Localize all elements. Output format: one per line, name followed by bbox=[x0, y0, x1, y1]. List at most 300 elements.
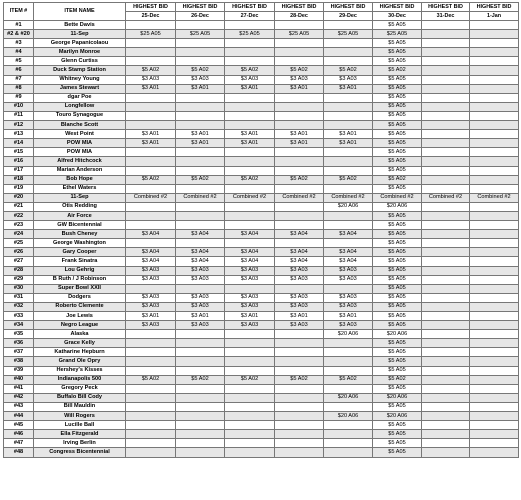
bid-cell bbox=[324, 430, 373, 439]
bid-cell: $3 A04 bbox=[324, 248, 373, 257]
item-name: Dodgers bbox=[34, 293, 126, 302]
bid-cell: $5 A02 bbox=[324, 375, 373, 384]
table-row bbox=[4, 221, 519, 230]
bid-cell: $5 A05 bbox=[373, 75, 422, 84]
bid-cell bbox=[422, 39, 470, 48]
bid-cell bbox=[470, 202, 519, 211]
bid-cell bbox=[176, 211, 225, 220]
bid-cell bbox=[225, 393, 275, 402]
bid-cell bbox=[422, 321, 470, 330]
bid-cell bbox=[176, 239, 225, 248]
table-row bbox=[4, 421, 519, 430]
bid-cell bbox=[126, 330, 176, 339]
table-row bbox=[4, 93, 519, 102]
bid-cell bbox=[126, 111, 176, 120]
bid-cell bbox=[422, 430, 470, 439]
bid-cell bbox=[470, 66, 519, 75]
bid-cell: Combined #2 bbox=[225, 193, 275, 202]
bid-cell: $5 A02 bbox=[176, 66, 225, 75]
bid-cell bbox=[470, 257, 519, 266]
header-date: 26-Dec bbox=[176, 12, 225, 21]
bid-cell: $3 A03 bbox=[324, 266, 373, 275]
bid-cell bbox=[176, 348, 225, 357]
item-name: Duck Stamp Station bbox=[34, 66, 126, 75]
bid-cell bbox=[225, 421, 275, 430]
bid-cell bbox=[126, 421, 176, 430]
bid-cell bbox=[275, 330, 324, 339]
bid-cell bbox=[422, 148, 470, 157]
bid-cell: $3 A01 bbox=[176, 312, 225, 321]
bid-cell bbox=[470, 230, 519, 239]
bid-cell: $5 A02 bbox=[225, 66, 275, 75]
bid-cell: $5 A05 bbox=[373, 84, 422, 93]
bid-cell: $5 A05 bbox=[373, 257, 422, 266]
table-row bbox=[4, 166, 519, 175]
bid-cell: $3 A01 bbox=[324, 139, 373, 148]
bid-cell bbox=[422, 275, 470, 284]
bid-cell bbox=[324, 157, 373, 166]
item-number: #45 bbox=[4, 421, 34, 430]
item-number: #19 bbox=[4, 184, 34, 193]
bid-cell: $25 A05 bbox=[126, 30, 176, 39]
bid-cell: $5 A05 bbox=[373, 39, 422, 48]
table-row bbox=[4, 148, 519, 157]
bid-cell bbox=[275, 239, 324, 248]
bid-cell bbox=[422, 248, 470, 257]
item-name: Gary Cooper bbox=[34, 248, 126, 257]
item-name: Bush Cheney bbox=[34, 230, 126, 239]
bid-cell bbox=[470, 375, 519, 384]
table-row bbox=[4, 57, 519, 66]
item-name: GW Bicentennial bbox=[34, 221, 126, 230]
bid-cell: $5 A05 bbox=[373, 111, 422, 120]
table-row bbox=[4, 321, 519, 330]
bid-cell bbox=[470, 439, 519, 448]
bid-cell bbox=[422, 312, 470, 321]
item-number: #47 bbox=[4, 439, 34, 448]
bid-cell: $5 A02 bbox=[373, 66, 422, 75]
bid-cell bbox=[275, 21, 324, 30]
bid-cell bbox=[324, 357, 373, 366]
bid-cell: $3 A03 bbox=[225, 266, 275, 275]
bid-cell bbox=[422, 393, 470, 402]
item-name: Glenn Curtiss bbox=[34, 57, 126, 66]
bid-cell: $3 A03 bbox=[324, 75, 373, 84]
bid-cell bbox=[470, 266, 519, 275]
bid-cell: $5 A05 bbox=[373, 102, 422, 111]
bid-cell: $3 A04 bbox=[126, 230, 176, 239]
bid-cell: Combined #2 bbox=[324, 193, 373, 202]
item-number: #33 bbox=[4, 312, 34, 321]
bid-cell bbox=[225, 284, 275, 293]
item-number: #30 bbox=[4, 284, 34, 293]
bid-cell: $20 A06 bbox=[324, 330, 373, 339]
bid-cell bbox=[470, 348, 519, 357]
item-number: #6 bbox=[4, 66, 34, 75]
item-number: #8 bbox=[4, 84, 34, 93]
item-name: Frank Sinatra bbox=[34, 257, 126, 266]
bid-cell: $3 A03 bbox=[126, 321, 176, 330]
bid-cell bbox=[275, 402, 324, 411]
item-name: Super Bowl XXII bbox=[34, 284, 126, 293]
bid-cell: $5 A02 bbox=[275, 66, 324, 75]
bid-cell bbox=[225, 157, 275, 166]
bid-cell bbox=[324, 21, 373, 30]
bid-cell bbox=[176, 412, 225, 421]
bid-cell: $25 A05 bbox=[373, 30, 422, 39]
table-row bbox=[4, 248, 519, 257]
bid-cell: $3 A03 bbox=[176, 275, 225, 284]
bid-cell bbox=[176, 357, 225, 366]
bid-cell bbox=[470, 430, 519, 439]
bid-cell bbox=[422, 366, 470, 375]
bid-cell bbox=[324, 284, 373, 293]
item-number: #43 bbox=[4, 402, 34, 411]
bid-cell: $5 A05 bbox=[373, 302, 422, 311]
bid-cell: $5 A05 bbox=[373, 93, 422, 102]
bid-cell bbox=[176, 448, 225, 457]
bid-cell bbox=[126, 284, 176, 293]
bid-cell bbox=[126, 393, 176, 402]
item-number: #4 bbox=[4, 48, 34, 57]
bid-cell: $5 A05 bbox=[373, 130, 422, 139]
bid-cell bbox=[422, 302, 470, 311]
table-row bbox=[4, 257, 519, 266]
table-row bbox=[4, 21, 519, 30]
bid-cell bbox=[470, 84, 519, 93]
bid-cell: $3 A04 bbox=[225, 257, 275, 266]
bid-cell: $20 A06 bbox=[324, 202, 373, 211]
table-row bbox=[4, 157, 519, 166]
item-name: Hershey's Kisses bbox=[34, 366, 126, 375]
bid-cell bbox=[275, 202, 324, 211]
bid-cell bbox=[324, 348, 373, 357]
bid-cell: $5 A05 bbox=[373, 248, 422, 257]
bid-cell bbox=[422, 239, 470, 248]
bid-cell bbox=[176, 221, 225, 230]
bid-cell bbox=[422, 175, 470, 184]
table-row bbox=[4, 48, 519, 57]
bid-cell bbox=[126, 157, 176, 166]
bid-cell: $5 A02 bbox=[324, 175, 373, 184]
bid-cell bbox=[422, 357, 470, 366]
bid-cell bbox=[176, 48, 225, 57]
bid-cell bbox=[225, 184, 275, 193]
bid-cell bbox=[126, 211, 176, 220]
bid-cell bbox=[470, 184, 519, 193]
item-name: POW MIA bbox=[34, 148, 126, 157]
bid-cell bbox=[422, 221, 470, 230]
table-row bbox=[4, 111, 519, 120]
table-row bbox=[4, 211, 519, 220]
item-number: #18 bbox=[4, 175, 34, 184]
bid-cell: $5 A05 bbox=[373, 402, 422, 411]
bid-cell bbox=[422, 166, 470, 175]
bid-cell bbox=[324, 211, 373, 220]
table-row bbox=[4, 30, 519, 39]
bid-cell: $3 A03 bbox=[275, 275, 324, 284]
bid-cell bbox=[126, 202, 176, 211]
bid-cell bbox=[126, 39, 176, 48]
header-highest-bid: HIGHEST BID bbox=[324, 3, 373, 12]
bid-cell bbox=[225, 448, 275, 457]
bid-cell: $3 A03 bbox=[275, 75, 324, 84]
bid-cell bbox=[470, 293, 519, 302]
bid-cell bbox=[275, 221, 324, 230]
header-highest-bid: HIGHEST BID bbox=[373, 3, 422, 12]
bid-cell bbox=[176, 339, 225, 348]
bid-cell bbox=[275, 166, 324, 175]
item-number: #22 bbox=[4, 211, 34, 220]
bid-cell bbox=[422, 402, 470, 411]
bid-cell bbox=[422, 139, 470, 148]
bid-cell bbox=[422, 339, 470, 348]
bid-cell bbox=[324, 421, 373, 430]
item-name: Alfred Hitchcock bbox=[34, 157, 126, 166]
bid-cell bbox=[126, 339, 176, 348]
bid-cell bbox=[422, 184, 470, 193]
bid-cell bbox=[422, 57, 470, 66]
bid-cell: $3 A03 bbox=[126, 275, 176, 284]
item-number: #21 bbox=[4, 202, 34, 211]
bid-cell: $5 A05 bbox=[373, 439, 422, 448]
bid-cell bbox=[422, 84, 470, 93]
bid-cell bbox=[275, 284, 324, 293]
bid-cell bbox=[422, 293, 470, 302]
bid-cell bbox=[422, 157, 470, 166]
bid-cell: $3 A04 bbox=[324, 230, 373, 239]
bid-cell: $3 A03 bbox=[275, 302, 324, 311]
item-name: James Stewart bbox=[34, 84, 126, 93]
bid-cell bbox=[470, 57, 519, 66]
bid-cell: $5 A02 bbox=[324, 66, 373, 75]
header-date: 25-Dec bbox=[126, 12, 176, 21]
bid-cell bbox=[422, 66, 470, 75]
bid-cell bbox=[422, 21, 470, 30]
bid-cell bbox=[470, 157, 519, 166]
header-date: 1-Jan bbox=[470, 12, 519, 21]
table-row bbox=[4, 393, 519, 402]
bid-cell: $5 A05 bbox=[373, 421, 422, 430]
table-row bbox=[4, 412, 519, 421]
bid-cell bbox=[126, 412, 176, 421]
bid-cell bbox=[126, 93, 176, 102]
table-row bbox=[4, 312, 519, 321]
item-name: Joe Lewis bbox=[34, 312, 126, 321]
bid-cell bbox=[176, 121, 225, 130]
bid-cell bbox=[470, 39, 519, 48]
bid-cell bbox=[324, 366, 373, 375]
bid-cell: $25 A05 bbox=[176, 30, 225, 39]
bid-cell: $5 A05 bbox=[373, 366, 422, 375]
bid-cell bbox=[470, 402, 519, 411]
bid-cell bbox=[176, 393, 225, 402]
bid-cell bbox=[225, 339, 275, 348]
bid-cell: $5 A05 bbox=[373, 157, 422, 166]
bid-cell bbox=[275, 421, 324, 430]
header-date: 28-Dec bbox=[275, 12, 324, 21]
header-highest-bid: HIGHEST BID bbox=[176, 3, 225, 12]
bid-cell: $3 A01 bbox=[176, 84, 225, 93]
bid-cell: $3 A04 bbox=[126, 248, 176, 257]
bid-cell bbox=[275, 384, 324, 393]
item-number: #14 bbox=[4, 139, 34, 148]
bid-cell bbox=[324, 57, 373, 66]
bid-cell: $25 A05 bbox=[324, 30, 373, 39]
bid-cell: $3 A03 bbox=[324, 321, 373, 330]
bid-cell: $3 A01 bbox=[176, 130, 225, 139]
bid-cell bbox=[422, 439, 470, 448]
table-row bbox=[4, 202, 519, 211]
bid-cell bbox=[324, 121, 373, 130]
table-row bbox=[4, 284, 519, 293]
bid-cell bbox=[324, 239, 373, 248]
bid-cell bbox=[422, 421, 470, 430]
bid-cell bbox=[470, 139, 519, 148]
bid-cell: $3 A03 bbox=[225, 321, 275, 330]
bid-cell: $3 A01 bbox=[324, 130, 373, 139]
item-number: #40 bbox=[4, 375, 34, 384]
bid-cell bbox=[275, 439, 324, 448]
bid-cell bbox=[176, 366, 225, 375]
bid-cell: $3 A01 bbox=[324, 84, 373, 93]
bid-cell bbox=[126, 148, 176, 157]
bid-cell bbox=[225, 121, 275, 130]
bid-cell: $5 A05 bbox=[373, 139, 422, 148]
table-row bbox=[4, 230, 519, 239]
bid-cell: $20 A06 bbox=[373, 393, 422, 402]
bid-cell: $5 A05 bbox=[373, 339, 422, 348]
bid-cell: $5 A02 bbox=[225, 175, 275, 184]
bid-cell bbox=[470, 384, 519, 393]
bid-cell bbox=[225, 412, 275, 421]
bid-cell bbox=[126, 402, 176, 411]
item-name: Buffalo Bill Cody bbox=[34, 393, 126, 402]
bid-cell bbox=[126, 430, 176, 439]
item-number: #5 bbox=[4, 57, 34, 66]
header-row-bid bbox=[4, 3, 519, 12]
bid-cell: $5 A05 bbox=[373, 166, 422, 175]
bid-cell: $5 A05 bbox=[373, 48, 422, 57]
bid-cell bbox=[275, 102, 324, 111]
bid-cell: $20 A06 bbox=[324, 412, 373, 421]
bid-cell bbox=[176, 157, 225, 166]
item-number: #48 bbox=[4, 448, 34, 457]
bid-cell bbox=[275, 339, 324, 348]
item-name: 11-Sep bbox=[34, 193, 126, 202]
table-row bbox=[4, 293, 519, 302]
bid-cell bbox=[470, 412, 519, 421]
bid-cell: Combined #2 bbox=[275, 193, 324, 202]
item-name: Negro League bbox=[34, 321, 126, 330]
bid-cell bbox=[126, 439, 176, 448]
item-number: #36 bbox=[4, 339, 34, 348]
item-name: George Washington bbox=[34, 239, 126, 248]
bid-cell bbox=[470, 148, 519, 157]
item-number: #13 bbox=[4, 130, 34, 139]
bid-cell: $5 A05 bbox=[373, 221, 422, 230]
item-name: Marilyn Monroe bbox=[34, 48, 126, 57]
bid-cell bbox=[176, 39, 225, 48]
bid-cell bbox=[275, 366, 324, 375]
table-row bbox=[4, 348, 519, 357]
item-number: #35 bbox=[4, 330, 34, 339]
bid-cell bbox=[422, 266, 470, 275]
item-number: #27 bbox=[4, 257, 34, 266]
bid-cell bbox=[422, 348, 470, 357]
bid-cell bbox=[422, 375, 470, 384]
bid-cell bbox=[422, 230, 470, 239]
bid-cell: $3 A01 bbox=[225, 139, 275, 148]
bid-cell bbox=[275, 93, 324, 102]
bid-cell: $3 A04 bbox=[275, 230, 324, 239]
bid-cell: $20 A06 bbox=[373, 202, 422, 211]
bid-cell bbox=[422, 384, 470, 393]
bid-cell bbox=[422, 284, 470, 293]
header-date: 27-Dec bbox=[225, 12, 275, 21]
bid-cell bbox=[275, 412, 324, 421]
header-date: 29-Dec bbox=[324, 12, 373, 21]
bid-cell bbox=[176, 421, 225, 430]
bid-cell: $3 A01 bbox=[275, 139, 324, 148]
item-number: #31 bbox=[4, 293, 34, 302]
table-row bbox=[4, 121, 519, 130]
bid-cell: $3 A03 bbox=[225, 75, 275, 84]
item-number: #23 bbox=[4, 221, 34, 230]
bid-cell bbox=[324, 93, 373, 102]
bid-cell bbox=[470, 102, 519, 111]
bid-cell bbox=[324, 48, 373, 57]
header-highest-bid: HIGHEST BID bbox=[470, 3, 519, 12]
bid-cell bbox=[225, 366, 275, 375]
bid-cell bbox=[470, 48, 519, 57]
bid-cell bbox=[126, 102, 176, 111]
bid-cell bbox=[225, 348, 275, 357]
bid-cell: $5 A02 bbox=[126, 375, 176, 384]
bid-cell: $3 A01 bbox=[126, 312, 176, 321]
item-name: Bob Hope bbox=[34, 175, 126, 184]
bid-cell bbox=[324, 439, 373, 448]
bid-cell bbox=[275, 348, 324, 357]
bid-cell bbox=[324, 384, 373, 393]
item-number: #15 bbox=[4, 148, 34, 157]
bid-cell: $3 A04 bbox=[176, 257, 225, 266]
bid-cell: $5 A05 bbox=[373, 230, 422, 239]
item-number: #7 bbox=[4, 75, 34, 84]
bid-cell: $5 A05 bbox=[373, 121, 422, 130]
bid-cell: $3 A03 bbox=[324, 302, 373, 311]
item-name: Lou Gehrig bbox=[34, 266, 126, 275]
bid-cell: $5 A05 bbox=[373, 312, 422, 321]
bid-cell bbox=[470, 284, 519, 293]
header-highest-bid: HIGHEST BID bbox=[422, 3, 470, 12]
bid-cell: $3 A04 bbox=[176, 230, 225, 239]
table-row bbox=[4, 84, 519, 93]
bid-cell bbox=[275, 184, 324, 193]
header-date: 31-Dec bbox=[422, 12, 470, 21]
item-name: Congress Bicentennial bbox=[34, 448, 126, 457]
bid-cell: $3 A01 bbox=[225, 312, 275, 321]
bid-cell bbox=[470, 330, 519, 339]
bid-cell: $3 A03 bbox=[176, 266, 225, 275]
table-row bbox=[4, 339, 519, 348]
item-name: Bill Mauldin bbox=[34, 402, 126, 411]
item-name: Irving Berlin bbox=[34, 439, 126, 448]
bid-cell bbox=[176, 402, 225, 411]
bid-cell: $3 A03 bbox=[275, 321, 324, 330]
bid-cell bbox=[176, 439, 225, 448]
item-number: #11 bbox=[4, 111, 34, 120]
